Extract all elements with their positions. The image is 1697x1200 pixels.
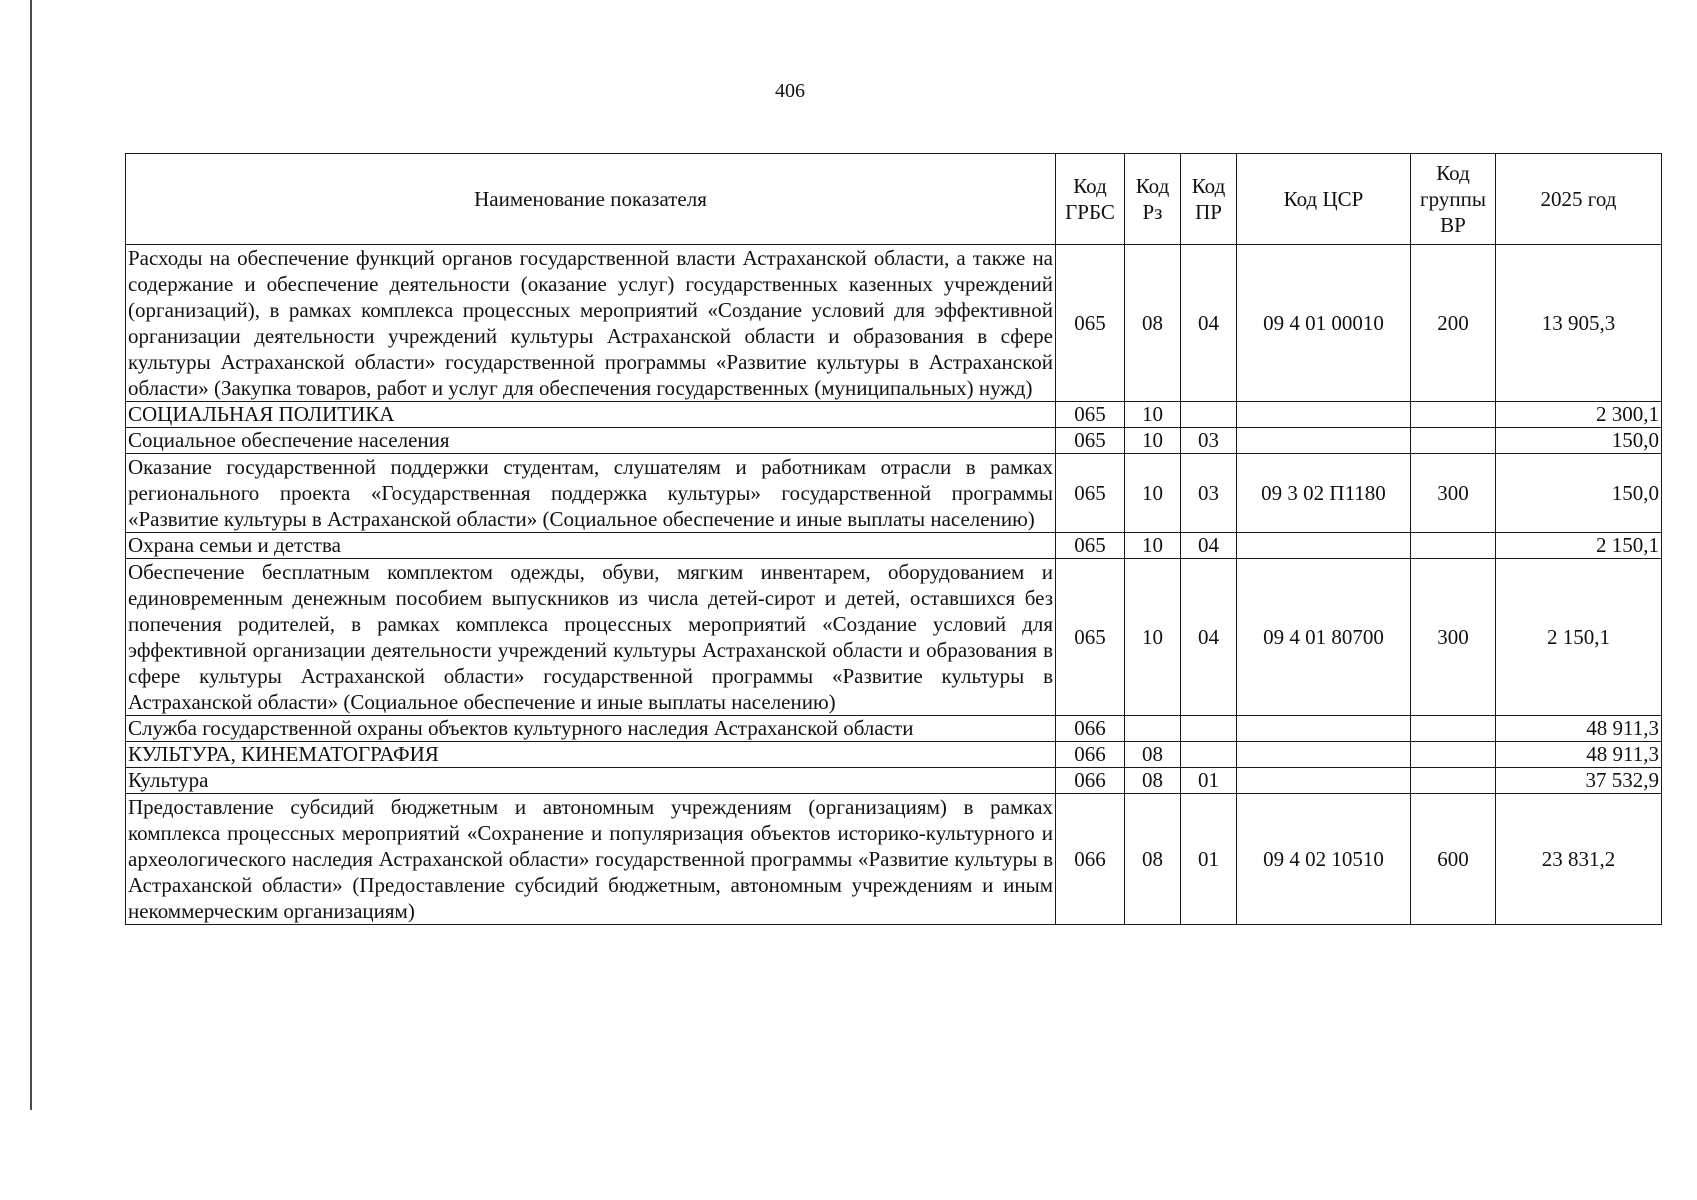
row-name: Культура: [126, 768, 1056, 794]
row-amount: 37 532,9: [1496, 768, 1662, 794]
row-amount: 150,0: [1496, 454, 1662, 533]
row-name: Оказание государственной поддержки студентам, слушателям и работникам отрасли в рамках регионального проекта «Государственная поддержка культуры» государственной программы «Развитие культуры в Астраханской области» (Социальное обеспечение и иные выплаты населению): [126, 454, 1056, 533]
row-amount: 48 911,3: [1496, 716, 1662, 742]
row-rz: 10: [1125, 533, 1181, 559]
header-grbs: Код ГРБС: [1056, 154, 1125, 245]
left-margin-rule: [30, 0, 32, 1110]
row-name: Служба государственной охраны объектов культурного наследия Астраханской области: [126, 716, 1056, 742]
row-pr: 04: [1181, 533, 1237, 559]
row-csr: [1237, 716, 1411, 742]
row-amount: 150,0: [1496, 428, 1662, 454]
row-name: Расходы на обеспечение функций органов государственной власти Астраханской области, а также на содержание и обеспечение деятельности (оказание услуг) государственных казенных учреждений (организаций), в рамках комплекса процессных мероприятий «Создание условий для эффективной организации деятельности учреждений культуры Астраханской области и образования в сфере культуры Астраханской области» государственной программы «Развитие культуры в Астраханской области» (Закупка товаров, работ и услуг для обеспечения государственных (муниципальных) нужд): [126, 245, 1056, 402]
row-vr: 300: [1411, 559, 1496, 716]
row-rz: 08: [1125, 742, 1181, 768]
row-pr: [1181, 402, 1237, 428]
row-name: Обеспечение бесплатным комплектом одежды, обуви, мягким инвентарем, оборудованием и единовременным денежным пособием выпускников из числа детей-сирот и детей, оставшихся без попечения родителей, в рамках комплекса процессных мероприятий «Создание условий для эффективной организации деятельности учреждений культуры Астраханской области и образования в сфере культуры Астраханской области» государственной программы «Развитие культуры в Астраханской области» (Социальное обеспечение и иные выплаты населению): [126, 559, 1056, 716]
row-pr: [1181, 716, 1237, 742]
row-csr: [1237, 533, 1411, 559]
row-pr: 01: [1181, 768, 1237, 794]
row-amount: 2 300,1: [1496, 402, 1662, 428]
row-rz: 10: [1125, 454, 1181, 533]
table-row: [126, 454, 1662, 533]
row-grbs: 066: [1056, 768, 1125, 794]
row-grbs: 066: [1056, 794, 1125, 925]
page-number: 406: [775, 80, 805, 102]
row-vr: [1411, 768, 1496, 794]
row-vr: [1411, 428, 1496, 454]
row-rz: 10: [1125, 402, 1181, 428]
row-vr: [1411, 716, 1496, 742]
row-rz: 08: [1125, 245, 1181, 402]
row-rz: [1125, 716, 1181, 742]
row-pr: 01: [1181, 794, 1237, 925]
row-name: КУЛЬТУРА, КИНЕМАТОГРАФИЯ: [126, 742, 1056, 768]
row-rz: 10: [1125, 428, 1181, 454]
table-row: [126, 794, 1662, 925]
header-csr: Код ЦСР: [1237, 154, 1411, 245]
row-csr: 09 4 01 00010: [1237, 245, 1411, 402]
table-row: [126, 559, 1662, 716]
row-csr: 09 4 02 10510: [1237, 794, 1411, 925]
row-name: Социальное обеспечение населения: [126, 428, 1056, 454]
table-row: [126, 245, 1662, 402]
header-rz: Код Рз: [1125, 154, 1181, 245]
row-rz: 08: [1125, 768, 1181, 794]
row-pr: 04: [1181, 559, 1237, 716]
row-grbs: 066: [1056, 742, 1125, 768]
row-rz: 10: [1125, 559, 1181, 716]
row-vr: [1411, 742, 1496, 768]
row-grbs: 065: [1056, 245, 1125, 402]
row-vr: 200: [1411, 245, 1496, 402]
row-name: Охрана семьи и детства: [126, 533, 1056, 559]
row-grbs: 065: [1056, 402, 1125, 428]
row-amount: 2 150,1: [1496, 533, 1662, 559]
row-vr: [1411, 402, 1496, 428]
table-row: [126, 402, 1662, 428]
table-row: [126, 533, 1662, 559]
row-grbs: 065: [1056, 533, 1125, 559]
row-name: СОЦИАЛЬНАЯ ПОЛИТИКА: [126, 402, 1056, 428]
table-header-row: [126, 154, 1662, 245]
row-grbs: 065: [1056, 454, 1125, 533]
row-pr: 03: [1181, 454, 1237, 533]
row-amount: 23 831,2: [1496, 794, 1662, 925]
row-csr: [1237, 428, 1411, 454]
row-vr: [1411, 533, 1496, 559]
row-amount: 13 905,3: [1496, 245, 1662, 402]
row-grbs: 066: [1056, 716, 1125, 742]
header-pr: Код ПР: [1181, 154, 1237, 245]
row-csr: [1237, 742, 1411, 768]
row-csr: [1237, 768, 1411, 794]
row-amount: 48 911,3: [1496, 742, 1662, 768]
table-row: [126, 428, 1662, 454]
row-grbs: 065: [1056, 428, 1125, 454]
header-name: Наименование показателя: [126, 154, 1056, 245]
row-vr: 300: [1411, 454, 1496, 533]
table-row: [126, 716, 1662, 742]
row-rz: 08: [1125, 794, 1181, 925]
row-csr: [1237, 402, 1411, 428]
row-pr: [1181, 742, 1237, 768]
row-grbs: 065: [1056, 559, 1125, 716]
row-amount: 2 150,1: [1496, 559, 1662, 716]
table-row: [126, 742, 1662, 768]
row-csr: 09 4 01 80700: [1237, 559, 1411, 716]
header-vr: Код группы ВР: [1411, 154, 1496, 245]
row-pr: 03: [1181, 428, 1237, 454]
header-year: 2025 год: [1496, 154, 1662, 245]
table-row: [126, 768, 1662, 794]
budget-table: [125, 153, 1662, 925]
row-name: Предоставление субсидий бюджетным и автономным учреждениям (организациям) в рамках комплекса процессных мероприятий «Сохранение и популяризация объектов историко-культурного и археологического наследия Астраханской области» государственной программы «Развитие культуры в Астраханской области» (Предоставление субсидий бюджетным, автономным учреждениям и иным некоммерческим организациям): [126, 794, 1056, 925]
row-pr: 04: [1181, 245, 1237, 402]
row-vr: 600: [1411, 794, 1496, 925]
row-csr: 09 3 02 П1180: [1237, 454, 1411, 533]
